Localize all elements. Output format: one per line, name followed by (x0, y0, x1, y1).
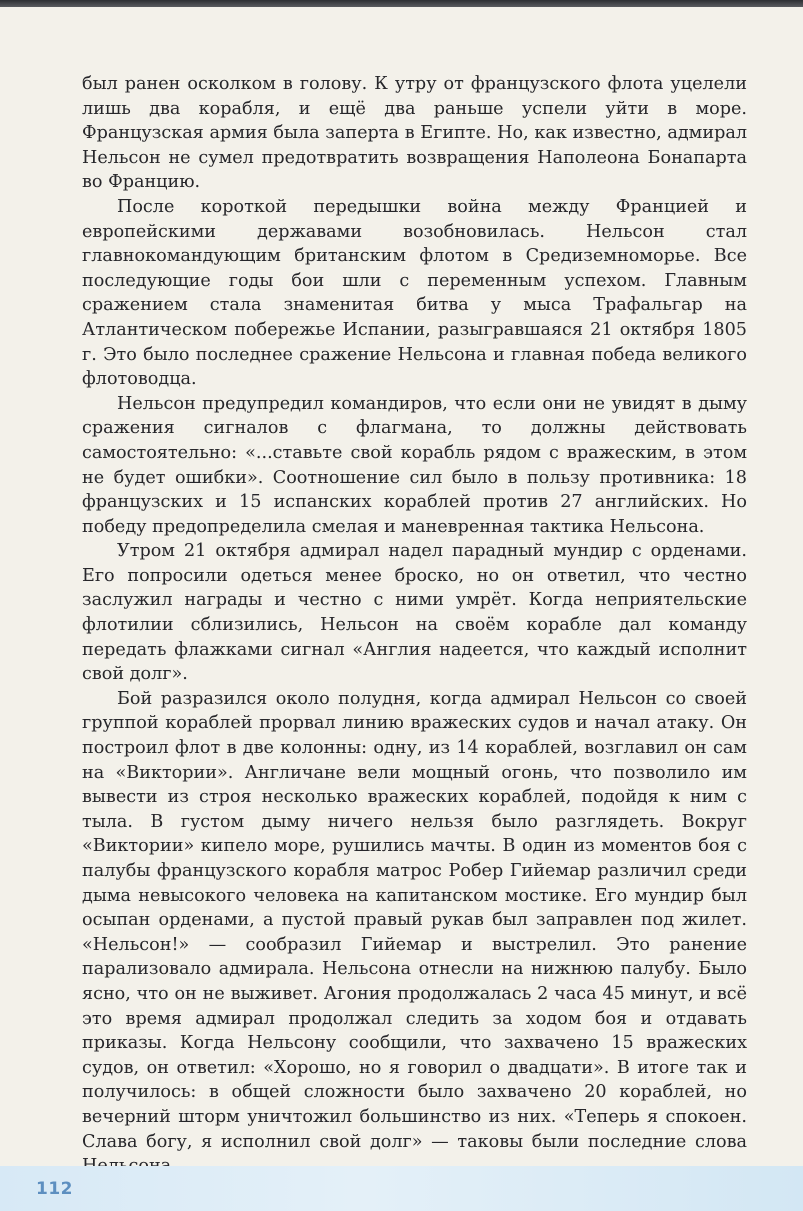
paragraph: был ранен осколком в голову. К утру от французского флота уцелели лишь два корабля, и ещё два раньше успели уйти в море. Французская армия была заперта в Египте. Но, как известно, адмирал Нельсон не сумел предотвратить возвращения Наполеона Бонапарта во Францию. (82, 74, 747, 193)
paragraph: Бой разразился около полудня, когда адмирал Нельсон со своей группой кораблей прорвал линию вражеских судов и начал атаку. Он построил флот в две колонны: одну, из 14 кораблей, возглавил он сам на «Виктории». Англичане вели мощный огонь, что позволило им вывести из строя несколько вражеских кораблей, подойдя к ним с тыла. В густом дыму ничего нельзя было разглядеть. Вокруг «Виктории» кипело море, рушились мачты. В один из моментов боя с палубы французского корабля матрос Робер Гийемар различил среди дыма невысокого человека на капитанском мостике. Его мундир был осыпан орденами, а пустой правый рукав был заправлен под жилет. «Нельсон!» — сообразил Гийемар и выстрелил. Это ранение парализовало адмирала. Нельсона отнесли на нижнюю палубу. Было ясно, что он не выживет. Агония продолжалась 2 часа 45 минут, и всё это время адмирал продолжал следить за ходом боя и отдавать приказы. Когда Нельсону сообщили, что захвачено 15 вражеских судов, он ответил: «Хорошо, но я говорил о двадцати». В итоге так и получилось: в общей сложности было захвачено 20 кораблей, но вечерний шторм уничтожил большинство из них. «Теперь я спокоен. Слава богу, я исполнил свой долг» — таковы были последние слова (82, 688, 747, 1152)
scan-top-edge (0, 0, 803, 7)
paragraph: Нельсон предупредил командиров, что если они не увидят в дыму сражения сигналов с флагмана, то должны действовать самостоятельно: «...ставьте свой корабль рядом с вражеским, в этом не будет ошибки». Соотношение сил было в пользу противника: 18 французских и 15 испанских кораблей против 27 английских. Но победу предопределила смелая и маневренная тактика Нельсона. (82, 393, 747, 537)
paragraph: Утром 21 октября адмирал надел парадный мундир с орденами. Его попросили одеться менее броско, но он ответил, что честно заслужил награды и честно с ними умрёт. Когда неприятельские флотилии сблизились, Нельсон на своём корабле дал команду передать флажками сигнал «Англия надеется, что каждый исполнит свой долг». (82, 541, 747, 685)
footer-band (0, 1166, 803, 1211)
page-body (82, 72, 747, 1179)
page-number: 112 (36, 1179, 73, 1199)
paragraph: После короткой передышки война между Францией и европейскими державами возобновилась. Нельсон стал главнокомандующим британским флотом в Средиземноморье. Все последующие годы бои шли с переменным успехом. Главным сражением стала знаменитая битва у мыса Трафальгар на Атлантическом побережье Испании, разыгравшаяся 21 октября 1805 г. Это было последнее сражение Нельсона и главная победа великого флотоводца. (82, 196, 747, 390)
